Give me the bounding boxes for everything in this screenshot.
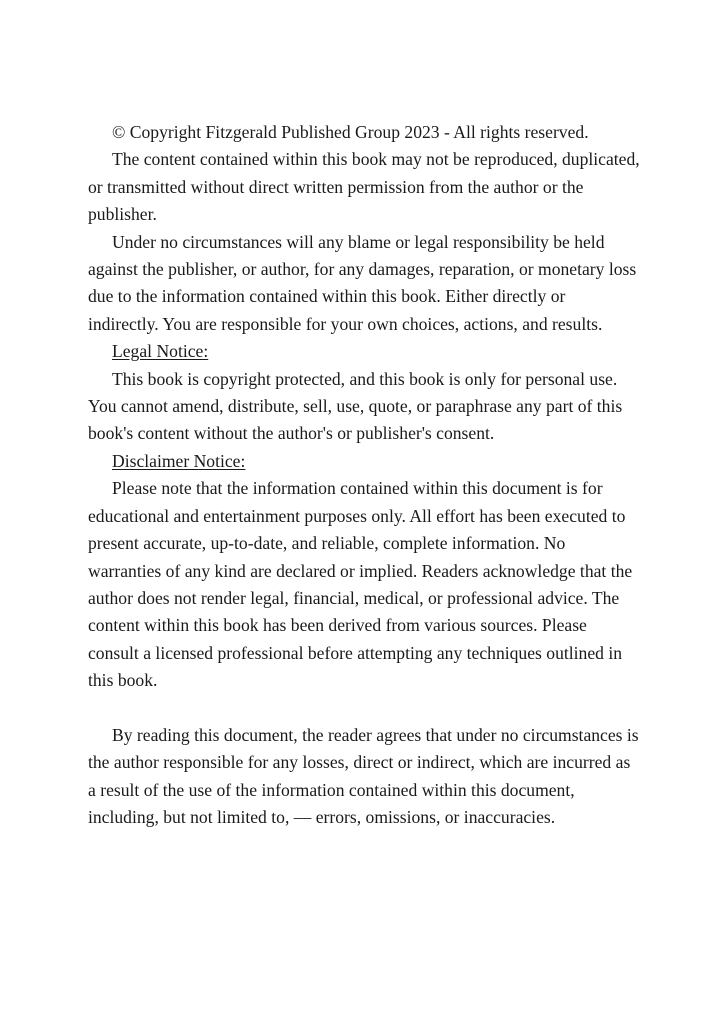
disclaimer-paragraph: Please note that the information contained within this document is for educational and entertainment purposes only. All effort has been executed to present accurate, up-to-date, and reliable, complete information. No warranties of any kind are declared or implied. Readers acknowledge that the author does not render legal, financial, medical, or professional advice. The content within this book has been derived from various sources. Please consult a licensed professional before attempting any techniques outlined in this book. [88,478,633,691]
copyright-line: © Copyright Fitzgerald Published Group 2023 - All rights reserved. [112,122,589,142]
paragraph-spacer [88,695,640,722]
legal-notice-heading-text: Legal Notice: [112,341,209,362]
copyright-page [88,119,640,832]
disclaimer-notice-heading [88,448,640,475]
legal-notice-paragraph: This book is copyright protected, and this book is only for personal use. You cannot amend, distribute, sell, use, quote, or paraphrase any part of this book's content without the author's or publisher's consent. [88,368,623,444]
liability-paragraph: Under no circumstances will any blame or legal responsibility be held against the publisher, or author, for any damages, reparation, or monetary loss due to the information contained within this book. Either directly or indirectly. You are responsible for your own choices, actions, and results. [88,231,637,334]
disclaimer-notice-heading-text: Disclaimer Notice: [112,450,246,471]
legal-notice-heading [88,338,640,365]
agreement-paragraph: By reading this document, the reader agrees that under no circumstances is the author responsible for any losses, direct or indirect, which are incurred as a result of the use of the information contained within this document, including, but not limited to, — errors, omissions, or inaccuracies. [88,724,639,828]
reproduction-paragraph: The content contained within this book may not be reproduced, duplicated, or transmitted without direct written permission from the author or the publisher. [88,149,640,225]
